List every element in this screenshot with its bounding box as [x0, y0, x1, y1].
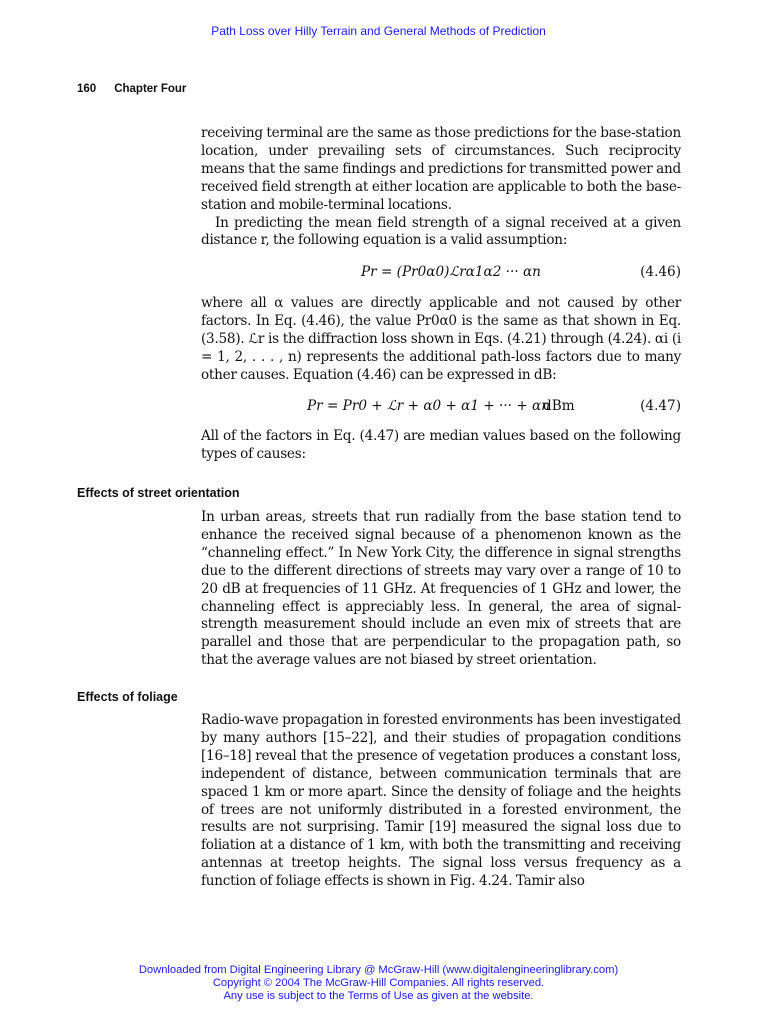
alpha-text: [201, 295, 681, 385]
equation-4-46-expression: Pr = (Pr0α0)ℒrα1α2 ··· αn: [361, 264, 541, 280]
footer-download-link[interactable]: Downloaded from Digital Engineering Library @ McGraw-Hill (www.digitalengineeringlibrary.com): [138, 964, 619, 976]
paragraph-alpha-values: where all α values are directly applicable and not caused by other factors. In Eq. (4.46), the value Pr0α0 is the same as that shown in Eq. (3.58). ℒr is the diffraction loss shown in Eqs. (4.21) through (4.24). αi (i = 1, 2, . . . , n) represents the additional path-loss factors due to many other causes. Equation (4.46) can be expressed in dB:: [201, 295, 681, 383]
paragraph-mean-field: In predicting the mean field strength of a signal received at a given distance r, the following equation is a valid assumption:: [201, 214, 681, 249]
paragraph-foliage: Radio-wave propagation in forested environments has been investigated by many authors [15–22], and their studies of propagation conditions [16–18] reveal that the presence of vegetation produces a constant loss, independent of distance, between communication terminals that are spaced 1 km or more apart. Since the density of foliage and the heights of trees are not uniformly distributed in a forested environment, the results are not surprising. Tamir [19] measured the signal loss due to foliation at a distance of 1 km, with both the transmitting and receiving antennas at treetop heights. The signal loss versus frequency as a function of foliage effects is shown in Fig. 4.24. Tamir also: [201, 712, 681, 890]
equation-4-47: [201, 398, 681, 418]
equation-4-47-expression: Pr = Pr0 + ℒr + α0 + α1 + ··· + αn: [307, 398, 550, 414]
intro-text: [201, 125, 681, 250]
heading-foliage: Effects of foliage: [77, 690, 178, 704]
equation-4-47-number: (4.47): [640, 398, 681, 414]
foliage-text: [201, 712, 681, 891]
paragraph-street-orientation: In urban areas, streets that run radially from the base station tend to enhance the received signal because of a phenomenon known as the “channeling effect.” In New York City, the difference in signal strengths due to the different directions of streets may vary over a range of 10 to 20 dB at frequencies of 11 GHz. At frequencies of 1 GHz and lower, the channeling effect is appreciably less. In general, the area of signal-strength measurement should include an even mix of streets that are parallel and those that are perpendicular to the propagation path, so that the average values are not biased by street orientation.: [201, 509, 681, 669]
equation-4-46: [201, 264, 681, 284]
footer-terms-link[interactable]: Any use is subject to the Terms of Use as given at the website.: [223, 990, 534, 1002]
heading-street-orientation: Effects of street orientation: [77, 486, 240, 500]
running-head: [77, 83, 186, 95]
running-title-link[interactable]: Path Loss over Hilly Terrain and General Methods of Prediction: [211, 24, 546, 38]
paragraph-reciprocity: receiving terminal are the same as those predictions for the base-station location, under prevailing sets of circumstances. Such reciprocity means that the same findings and predictions for transmitted power and received field strength at either location are applicable to both the base-station and mobile-terminal locations.: [201, 125, 681, 213]
street-orientation-text: [201, 509, 681, 670]
footer-copyright: Copyright © 2004 The McGraw-Hill Companies. All rights reserved.: [212, 977, 545, 989]
page-number: 160: [77, 83, 97, 95]
equation-4-46-number: (4.46): [640, 264, 681, 280]
paragraph-median-values: All of the factors in Eq. (4.47) are median values based on the following types of causes:: [201, 428, 681, 462]
median-text: [201, 428, 681, 464]
equation-4-47-unit: dBm: [543, 398, 575, 414]
footer: [0, 964, 757, 1003]
chapter-label: Chapter Four: [114, 83, 187, 95]
